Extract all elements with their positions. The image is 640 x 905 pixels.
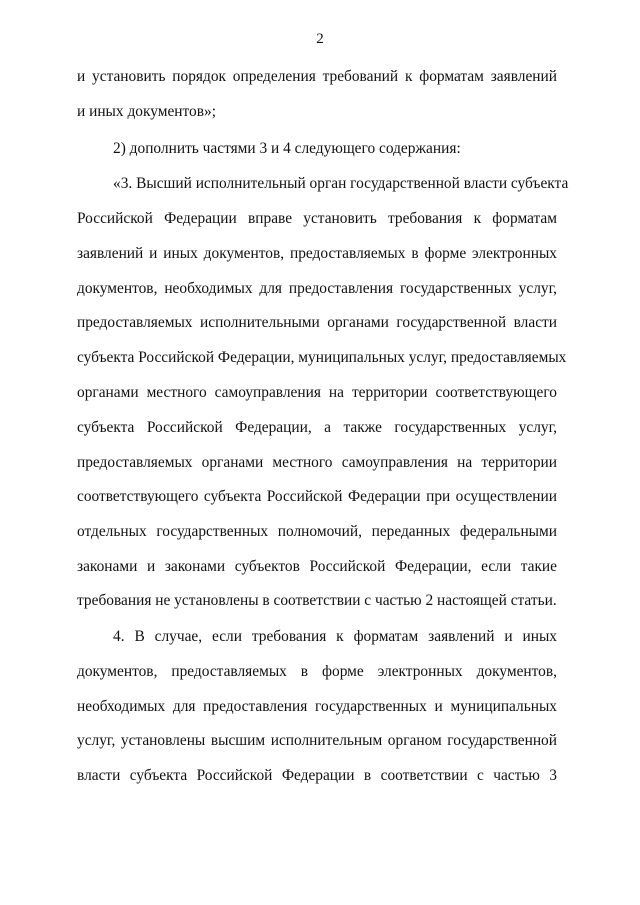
text-line: законами и законами субъектов Российской Федерации, если такие	[77, 558, 557, 575]
text-line: субъекта Российской Федерации, муниципальных услуг, предоставляемых	[77, 349, 567, 366]
text-line: предоставляемых исполнительными органами государственной власти	[77, 314, 557, 331]
text-line: отдельных государственных полномочий, переданных федеральными	[77, 523, 557, 540]
text-line: заявлений и иных документов, предоставляемых в форме электронных	[77, 245, 557, 262]
text-line: власти субъекта Российской Федерации в соответствии с частью 3	[77, 767, 557, 784]
text-line: Российской Федерации вправе установить требования к форматам	[77, 210, 557, 227]
text-line: услуг, установлены высшим исполнительным органом государственной	[77, 732, 557, 749]
text-line: «3. Высший исполнительный орган государственной власти субъекта	[113, 175, 569, 192]
text-line: 4. В случае, если требования к форматам заявлений и иных	[113, 628, 557, 645]
text-line: документов, необходимых для предоставления государственных услуг,	[77, 280, 557, 297]
text-line: и установить порядок определения требований к форматам заявлений	[77, 68, 557, 85]
text-line: предоставляемых органами местного самоуправления на территории	[77, 454, 557, 471]
text-line: 2) дополнить частями 3 и 4 следующего содержания:	[113, 140, 461, 157]
page-number: 2	[316, 31, 324, 47]
text-line: органами местного самоуправления на территории соответствующего	[77, 384, 557, 401]
text-line: и иных документов»;	[77, 103, 216, 120]
text-line: требования не установлены в соответствии с частью 2 настоящей статьи.	[77, 592, 557, 609]
text-line: документов, предоставляемых в форме электронных документов,	[77, 663, 557, 680]
text-line: необходимых для предоставления государственных и муниципальных	[77, 698, 557, 715]
text-line: субъекта Российской Федерации, а также государственных услуг,	[77, 419, 557, 436]
text-line: соответствующего субъекта Российской Федерации при осуществлении	[77, 488, 557, 505]
